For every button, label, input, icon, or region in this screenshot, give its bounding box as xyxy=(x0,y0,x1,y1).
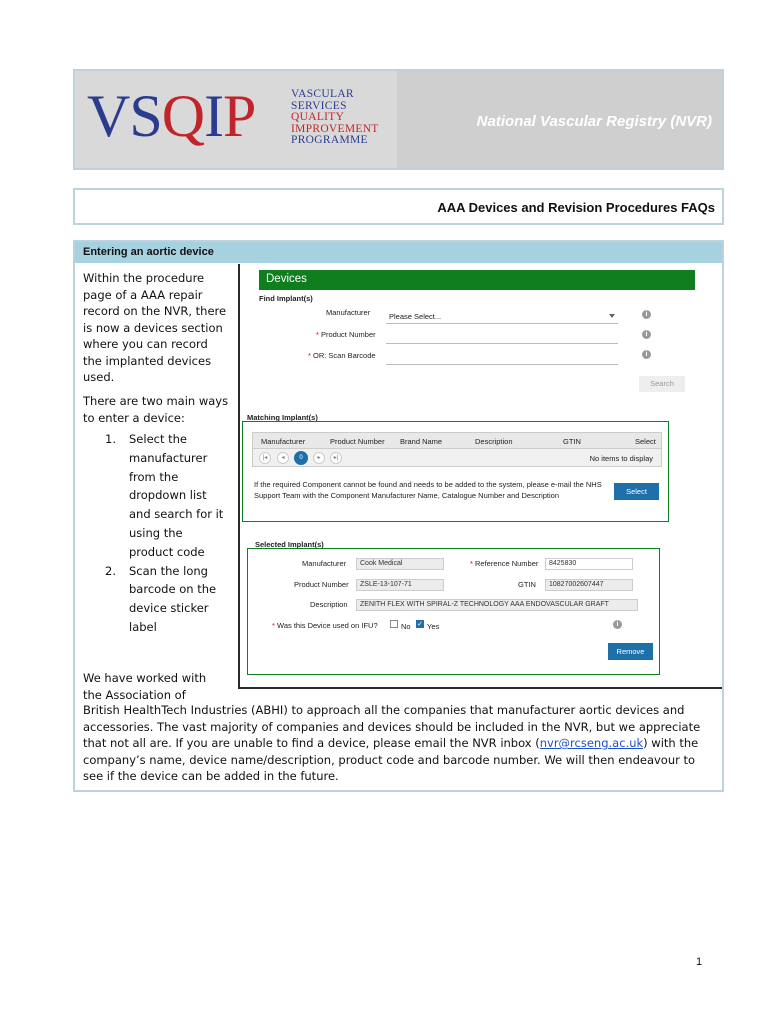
ifu-no-label: No xyxy=(401,622,411,631)
next-page-icon[interactable]: ▸ xyxy=(313,452,325,464)
implants-table-header: Manufacturer Product Number Brand Name Description GTIN Select xyxy=(252,432,662,449)
ifu-yes-label: Yes xyxy=(427,622,440,631)
list-item: 1. Select the manufacturer from the dropdown list and search for it using the product code xyxy=(105,432,224,559)
sel-product-number-label: Product Number xyxy=(294,580,349,589)
info-icon: i xyxy=(642,330,651,339)
paragraph-ways: There are two main ways to enter a device: xyxy=(83,394,229,425)
banner-title: National Vascular Registry (NVR) xyxy=(476,113,712,130)
product-number-input[interactable] xyxy=(386,343,618,344)
first-page-icon[interactable]: |◂ xyxy=(259,452,271,464)
section-heading-bar xyxy=(75,242,722,263)
manufacturer-select[interactable]: Please Select... xyxy=(386,310,618,324)
last-page-icon[interactable]: ▸| xyxy=(330,452,342,464)
header-banner xyxy=(73,69,724,170)
ifu-question-label: * Was this Device used on IFU? xyxy=(272,621,378,630)
select-button[interactable]: Select xyxy=(614,483,659,500)
page-number: 1 xyxy=(696,956,703,968)
info-icon: i xyxy=(642,310,651,319)
scan-barcode-label: * OR: Scan Barcode xyxy=(308,351,376,360)
logo-letters: VSQIP xyxy=(87,83,256,149)
page-title-box xyxy=(73,188,724,225)
description-label: Description xyxy=(310,600,348,609)
vsqip-logo xyxy=(75,71,397,168)
sel-manufacturer-label: Manufacturer xyxy=(302,559,347,568)
section-heading: Entering an aortic device xyxy=(83,246,214,258)
gtin-field: 10827002607447 xyxy=(545,579,633,591)
paragraph-abhi-start: We have worked with the Association of xyxy=(83,671,207,702)
page-title: AAA Devices and Revision Procedures FAQs xyxy=(437,200,715,215)
info-icon: i xyxy=(642,350,651,359)
sel-manufacturer-field: Cook Medical xyxy=(356,558,444,570)
info-icon: i xyxy=(613,620,622,629)
manufacturer-label: Manufacturer xyxy=(326,308,371,317)
gtin-label: GTIN xyxy=(518,580,536,589)
description-field: ZENITH FLEX WITH SPIRAL-Z TECHNOLOGY AAA ENDOVASCULAR GRAFT xyxy=(356,599,638,611)
list-item: 2. Scan the long barcode on the device sticker label xyxy=(105,563,217,634)
matching-implants-heading: Matching Implant(s) xyxy=(247,413,318,422)
current-page[interactable]: 0 xyxy=(294,451,308,465)
product-number-label: * Product Number xyxy=(316,330,376,339)
devices-title-bar: Devices xyxy=(259,270,695,290)
paragraph-intro: Within the procedure page of a AAA repair record on the NVR, there is now a devices section where you can record the implanted devices used. xyxy=(83,271,227,384)
reference-number-input[interactable]: 8425830 xyxy=(545,558,633,570)
reference-number-label: * Reference Number xyxy=(470,559,539,568)
ifu-yes-checkbox[interactable]: ✓ xyxy=(417,621,423,628)
sel-product-number-field: ZSLE-13-107-71 xyxy=(356,579,444,591)
search-button[interactable]: Search xyxy=(639,376,685,392)
logo-words: VASCULAR SERVICES QUALITY IMPROVEMENT PROGRAMME xyxy=(291,88,379,146)
scan-barcode-input[interactable] xyxy=(386,364,618,365)
ways-list xyxy=(105,430,225,637)
faq-section xyxy=(73,240,724,792)
not-found-note: If the required Component cannot be found and needs to be added to the system, please e-mail the NHS Support Team with the Component Manufacturer Name, Catalogue Number and Description xyxy=(254,480,602,500)
selected-implants-heading: Selected Implant(s) xyxy=(255,540,324,549)
prev-page-icon[interactable]: ◂ xyxy=(277,452,289,464)
devices-screenshot xyxy=(238,264,722,689)
ifu-no-checkbox[interactable] xyxy=(390,620,398,628)
paragraph-abhi: British HealthTech Industries (ABHI) to approach all the companies that manufacturer aortic devices and accessories. The vast majority of companies and devices should be included in the NVR, but we appreciate that not all are. If you are unable to find a device, please email the NVR inbox (nvr@rcseng.ac.uk) with the company’s name, device name/description, product code and barcode number. We will then endeavour to see if the device can be added in the future. xyxy=(83,703,701,783)
no-items-text: No items to display xyxy=(589,454,653,463)
remove-button[interactable]: Remove xyxy=(608,643,653,660)
table-pager xyxy=(252,449,662,467)
find-implants-heading: Find Implant(s) xyxy=(259,294,313,303)
email-link[interactable]: nvr@rcseng.ac.uk xyxy=(539,736,644,750)
chevron-down-icon xyxy=(609,314,615,318)
